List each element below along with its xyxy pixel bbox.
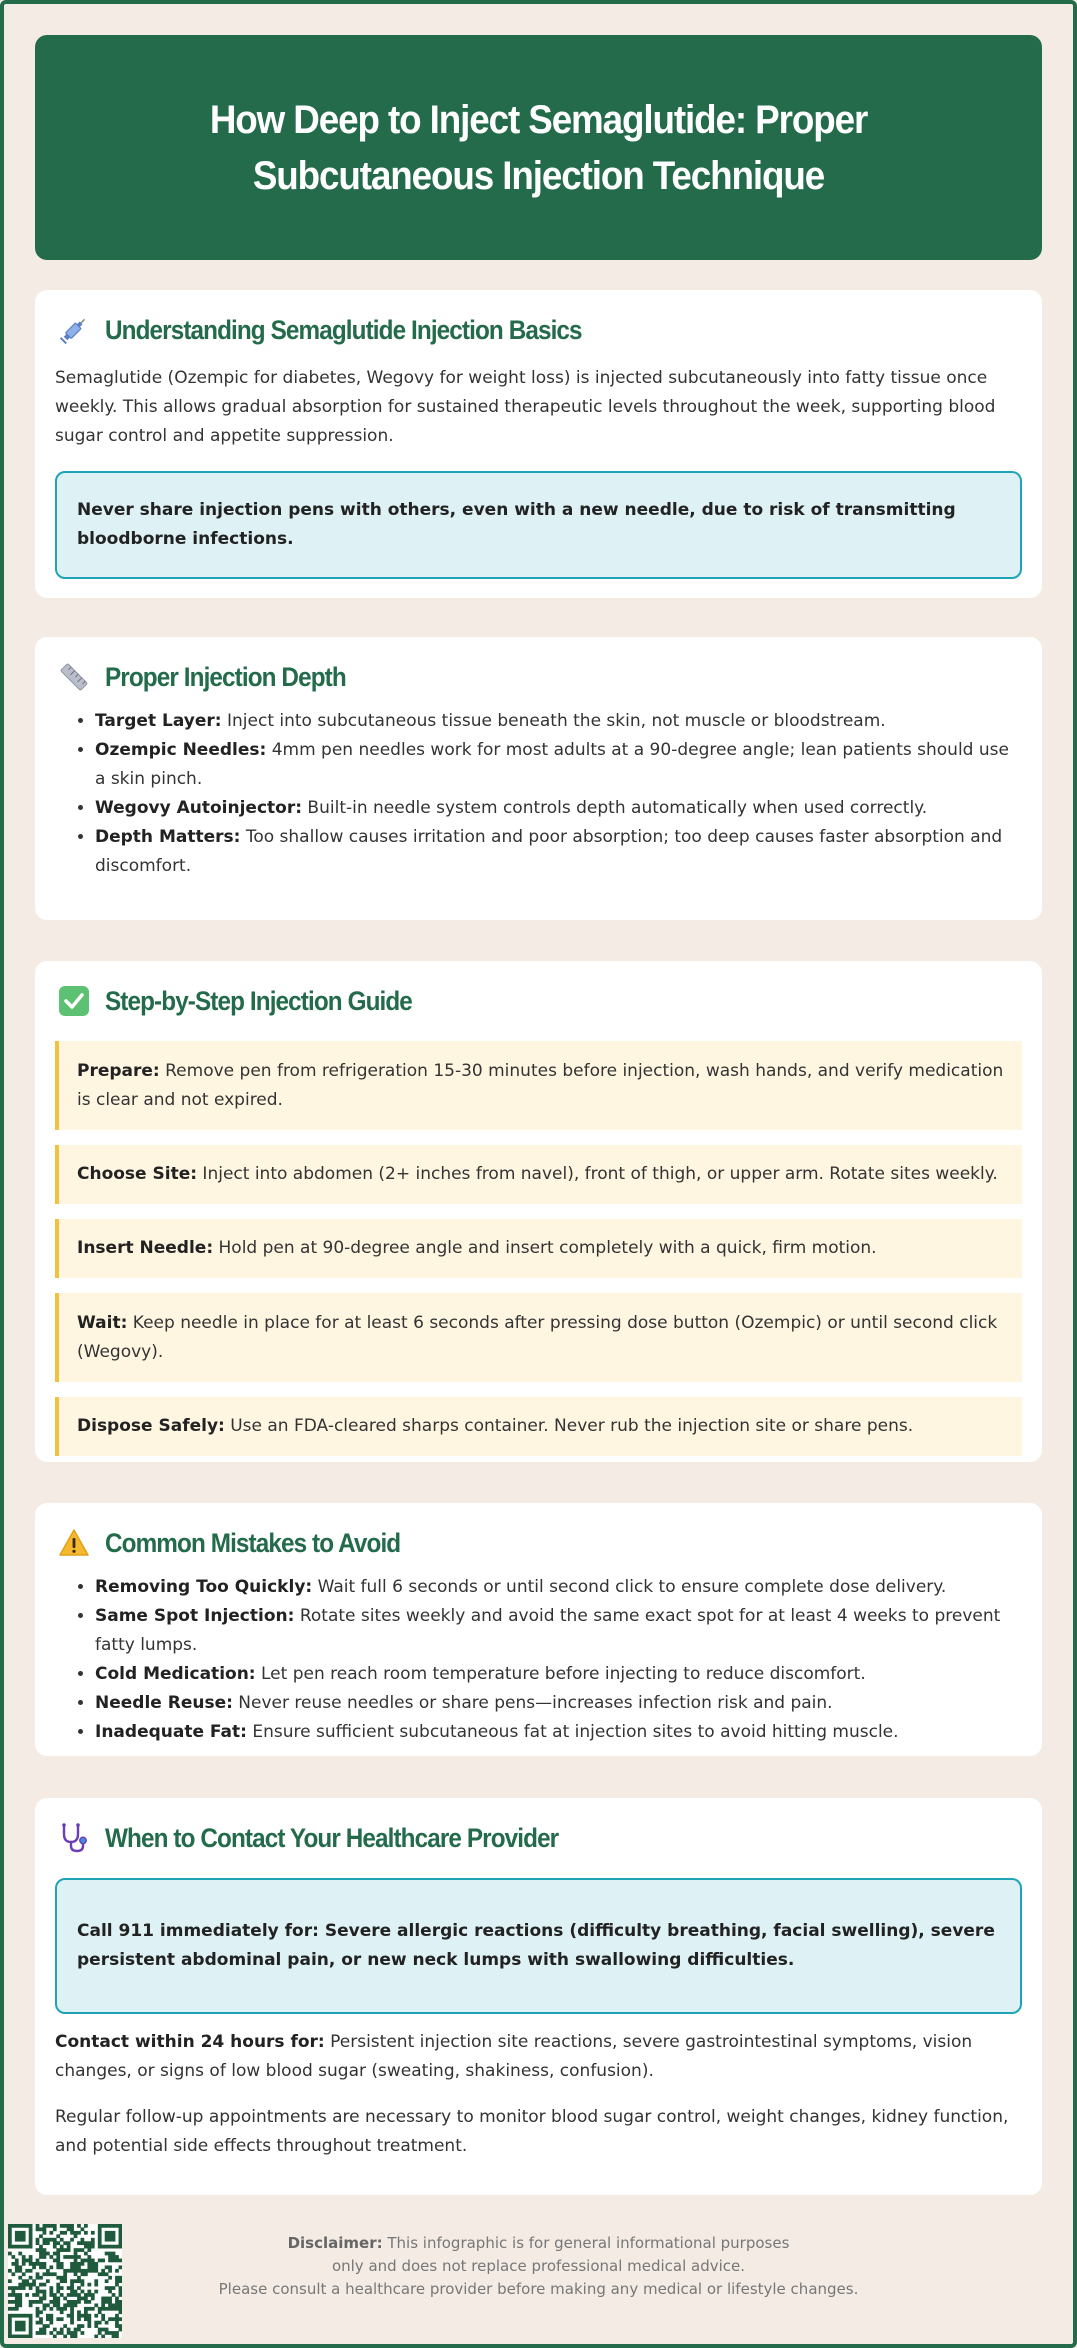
contact-heading xyxy=(55,1818,1022,1858)
sharing-alert-text: Never share injection pens with others, even with a new needle, due to risk of transmitting bloodborne infections. xyxy=(77,500,956,549)
depth-list xyxy=(55,707,1022,881)
mistakes-heading xyxy=(55,1523,1022,1563)
depth-heading xyxy=(55,657,1022,697)
ruler-icon xyxy=(55,658,93,696)
steps-heading xyxy=(55,981,1022,1021)
list-item: • Cold Medication: Let pen reach room temperature before injecting to reduce discomfort. xyxy=(95,1660,1022,1689)
sharing-alert xyxy=(55,471,1022,579)
contact-followup: Regular follow-up appointments are necessary to monitor blood sugar control, weight changes, kidney function, and potential side effects throughout treatment. xyxy=(55,2107,1009,2156)
qr-code-icon xyxy=(8,2224,122,2338)
list-item: • Ozempic Needles: 4mm pen needles work for most adults at a 90-degree angle; lean patients should use a skin pinch. xyxy=(95,736,1022,794)
stethoscope-icon xyxy=(55,1819,93,1857)
depth-card xyxy=(35,637,1042,920)
step-wait: Wait: Keep needle in place for at least 6 seconds after pressing dose button (Ozempic) or until second click (Wegovy). xyxy=(55,1293,1022,1382)
contact-title: When to Contact Your Healthcare Provider xyxy=(105,1822,559,1853)
depth-title: Proper Injection Depth xyxy=(105,661,346,692)
check-icon xyxy=(55,982,93,1020)
disclaimer-line-1: Disclaimer: This infographic is for general informational purposes xyxy=(287,2234,790,2252)
list-item: • Same Spot Injection: Rotate sites weekly and avoid the same exact spot for at least 4 weeks to prevent fatty lumps. xyxy=(95,1602,1022,1660)
mistakes-card xyxy=(35,1503,1042,1756)
disclaimer-line-3: Please consult a healthcare provider before making any medical or lifestyle changes. xyxy=(218,2280,859,2298)
list-item: • Removing Too Quickly: Wait full 6 seconds or until second click to ensure complete dose delivery. xyxy=(95,1573,1022,1602)
basics-heading xyxy=(55,310,1022,350)
mistakes-title: Common Mistakes to Avoid xyxy=(105,1527,401,1558)
list-item: • Inadequate Fat: Ensure sufficient subcutaneous fat at injection sites to avoid hitting muscle. xyxy=(95,1718,1022,1747)
step-prepare: Prepare: Remove pen from refrigeration 15-30 minutes before injection, wash hands, and verify medication is clear and not expired. xyxy=(55,1041,1022,1130)
page-header xyxy=(35,35,1042,260)
page-title: How Deep to Inject Semaglutide: Proper Subcutaneous Injection Technique xyxy=(209,97,868,198)
basics-card xyxy=(35,290,1042,598)
contact-within-24h: Contact within 24 hours for: Persistent injection site reactions, severe gastrointestinal symptoms, vision changes, or signs of low blood sugar (sweating, shakiness, confusion). xyxy=(55,2032,973,2081)
list-item: • Wegovy Autoinjector: Built-in needle system controls depth automatically when used correctly. xyxy=(95,794,1022,823)
steps-title: Step-by-Step Injection Guide xyxy=(105,985,412,1016)
steps-card xyxy=(35,961,1042,1462)
disclaimer xyxy=(200,2232,877,2301)
warning-icon xyxy=(55,1524,93,1562)
step-dispose: Dispose Safely: Use an FDA-cleared sharps container. Never rub the injection site or share pens. xyxy=(55,1397,1022,1456)
basics-body: Semaglutide (Ozempic for diabetes, Wegovy for weight loss) is injected subcutaneously into fatty tissue once weekly. This allows gradual absorption for sustained therapeutic levels throughout the week, supporting blood sugar control and appetite suppression. xyxy=(55,368,996,446)
disclaimer-line-2: only and does not replace professional medical advice. xyxy=(331,2257,746,2275)
step-choose-site: Choose Site: Inject into abdomen (2+ inches from navel), front of thigh, or upper arm. Rotate sites weekly. xyxy=(55,1145,1022,1204)
emergency-alert xyxy=(55,1878,1022,2014)
list-item: • Depth Matters: Too shallow causes irritation and poor absorption; too deep causes faster absorption and discomfort. xyxy=(95,823,1022,881)
syringe-icon xyxy=(55,311,93,349)
basics-title: Understanding Semaglutide Injection Basics xyxy=(105,314,582,345)
contact-card xyxy=(35,1798,1042,2195)
emergency-alert-text: Call 911 immediately for: Severe allergic reactions (difficulty breathing, facial swelling), severe persistent abdominal pain, or new neck lumps with swallowing difficulties. xyxy=(77,1921,995,1970)
mistakes-list xyxy=(55,1573,1022,1747)
list-item: • Needle Reuse: Never reuse needles or share pens—increases infection risk and pain. xyxy=(95,1689,1022,1718)
step-insert-needle: Insert Needle: Hold pen at 90-degree angle and insert completely with a quick, firm motion. xyxy=(55,1219,1022,1278)
list-item: • Target Layer: Inject into subcutaneous tissue beneath the skin, not muscle or bloodstream. xyxy=(95,707,1022,736)
